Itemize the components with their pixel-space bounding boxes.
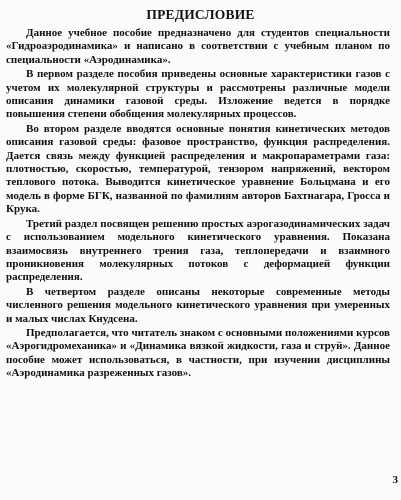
page-number: 3 [392, 474, 398, 486]
page-heading: ПРЕДИСЛОВИЕ [146, 7, 255, 22]
paragraph-4: Третий раздел посвящен решению простых аэрогазодинамических задач с использованием модельного кинетического уравнения. Показана взаимосвязь внутреннего трения газа, теплопередачи и взаимного проникновения молекулярных потоков с деформацией функции распределения. [6, 217, 390, 284]
paragraph-3: Во втором разделе вводятся основные понятия кинетических методов описания газовой среды: фазовое пространство, функция распределения. Дается связь между функцией распределения и макропараметрами газа: плотностью, скоростью, температурой, тензором напряжений, вектором теплового потока. Выводится кинетическое уравнение Больцмана и его модель в форме БГК, названной по фамилиям авторов Бахтнагара, Гросса и Крука. [6, 122, 390, 216]
paragraph-1: Данное учебное пособие предназначено для студентов специальности «Гидроаэродинамика» и написано в соответствии с учебным планом по специальности «Аэродинамика». [6, 27, 390, 66]
paragraph-5: В четвертом разделе описаны некоторые современные методы численного решения модельного кинетического уравнения при умеренных и малых числах Кнудсена. [6, 285, 390, 325]
preface-body [6, 27, 390, 382]
paragraph-6: Предполагается, что читатель знаком с основными положениями курсов «Аэрогидромеханика» и «Динамика вязкой жидкости, газа и струй». Данное пособие может использоваться, в частности, при изучении дисциплины «Аэродинамика разреженных газов». [6, 326, 390, 380]
paragraph-2: В первом разделе пособия приведены основные характеристики газов с учетом их молекулярной структуры и рассмотрены различные модели описания динамики газовой среды. Изложение ведется в порядке повышения степени обобщения молекулярных процессов. [6, 68, 390, 121]
